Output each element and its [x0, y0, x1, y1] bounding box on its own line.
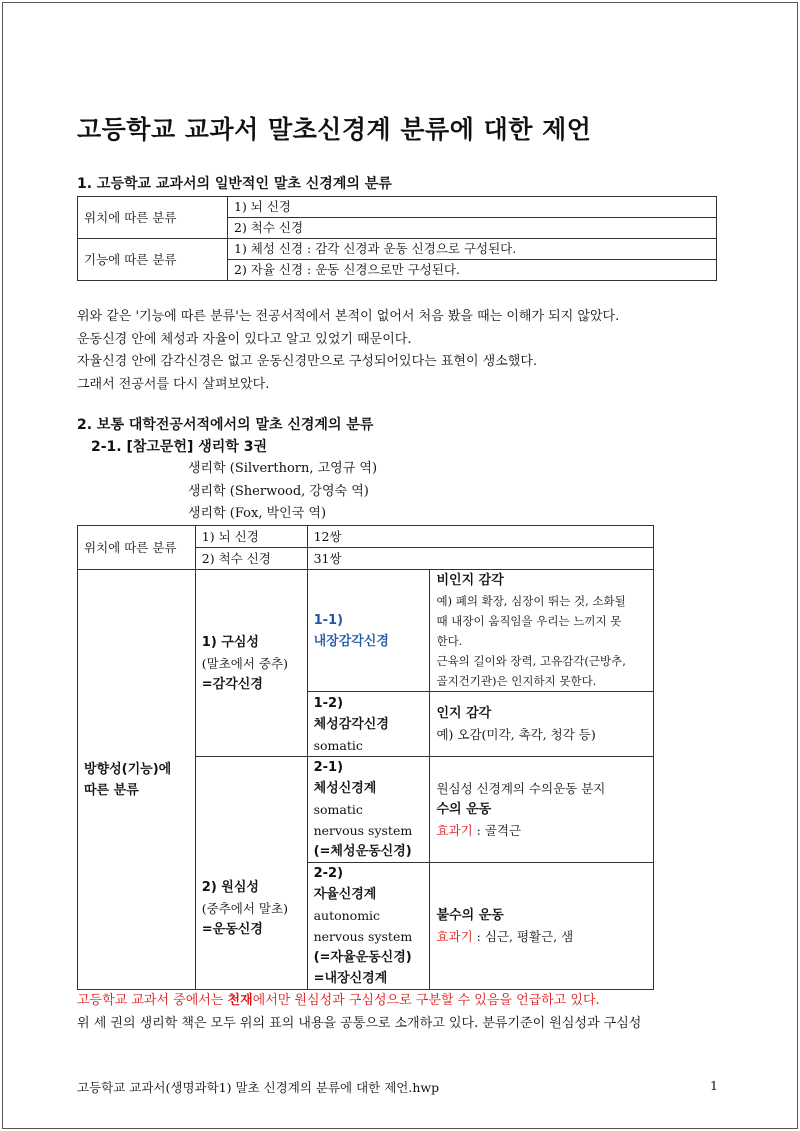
page-number: 1 — [710, 1078, 718, 1093]
t2-visceral-cell — [307, 570, 430, 692]
effector-value: : 골격근 — [472, 823, 522, 838]
voluntary-effector — [436, 820, 647, 841]
section1-heading: 1. 고등학교 교과서의 일반적인 말초 신경계의 분류 — [77, 176, 392, 192]
t2-autonomic-cell — [307, 863, 430, 990]
unconscious-line: 근육의 길이와 장력, 고유감각(근방추, — [436, 654, 626, 668]
t2-involuntary-cell — [430, 863, 654, 990]
somatic-sense-num: 1-2) — [313, 695, 344, 711]
closing-highlight: 천재 — [227, 993, 253, 1008]
footer-filename: 고등학교 교과서(생명과학1) 말초 신경계의 분류에 대한 제언.hwp — [77, 1080, 440, 1095]
conscious-desc: 예) 오감(미각, 촉각, 청각 등) — [436, 727, 596, 742]
autonomic-en: nervous system — [313, 929, 413, 944]
somatic-sense-name: 체성감각신경 — [313, 716, 389, 732]
section1-paragraph — [77, 306, 619, 396]
involuntary-effector — [436, 926, 647, 947]
closing-text: 에서만 원심성과 구심성으로 구분할 수 있음을 언급하고 있다. — [252, 993, 600, 1008]
somatic-ns-name: 체성신경계 — [313, 781, 377, 796]
t1-brain-nerve: 1) 뇌 신경 — [228, 197, 717, 218]
voluntary-pre: 원심성 신경계의 수의운동 분지 — [436, 781, 606, 796]
closing-line-1 — [77, 990, 641, 1013]
autonomic-eq: =내장신경계 — [313, 971, 388, 986]
t1-autonomic-nerve: 2) 자율 신경 : 운동 신경으로만 구성된다. — [228, 260, 717, 281]
paragraph-line: 그래서 전공서를 다시 살펴보았다. — [77, 376, 270, 392]
efferent-title: 2) 원심성 — [201, 879, 259, 895]
afferent-title: 1) 구심성 — [201, 634, 259, 650]
reference-list — [188, 458, 377, 526]
t1-function-label: 기능에 따른 분류 — [78, 239, 228, 281]
t2-somatic-ns-cell — [307, 757, 430, 863]
closing-line-2: 위 세 권의 생리학 책은 모두 위의 표의 내용을 공통으로 소개하고 있다. 분류기준이 원심성과 구심성 — [77, 1015, 642, 1031]
t1-spinal-nerve: 2) 척수 신경 — [228, 218, 717, 239]
reference-item: 생리학 (Sherwood, 강영숙 역) — [188, 483, 369, 499]
efferent-eq: =운동신경 — [201, 921, 263, 937]
paragraph-line: 운동신경 안에 체성과 자율이 있다고 알고 있었기 때문이다. — [77, 331, 412, 347]
unconscious-line: 골지건기관)은 인지하지 못한다. — [436, 674, 597, 688]
effector-value: : 심근, 평활근, 샘 — [472, 929, 574, 944]
t2-spinal-nerve: 2) 척수 신경 — [195, 548, 307, 570]
effector-label: 효과기 — [436, 929, 473, 944]
paragraph-line: 자율신경 안에 감각신경은 없고 운동신경만으로 구성되어있다는 표현이 생소했다. — [77, 354, 538, 369]
direction-label-line: 따른 분류 — [84, 782, 139, 798]
unconscious-line: 때 내장이 움직임을 우리는 느끼지 못 — [436, 614, 622, 628]
afferent-sub: (말초에서 중추) — [201, 655, 288, 671]
t2-voluntary-cell — [430, 757, 654, 863]
closing-paragraph — [77, 990, 641, 1035]
t2-brain-nerve: 1) 뇌 신경 — [195, 526, 307, 548]
efferent-sub: (중추에서 말초) — [201, 900, 288, 916]
t2-afferent-cell — [195, 570, 307, 757]
section2-subheading: 2-1. [참고문헌] 생리학 3권 — [91, 439, 267, 455]
autonomic-num: 2-2) — [313, 866, 344, 881]
visceral-name: 내장감각신경 — [313, 633, 389, 649]
reference-item: 생리학 (Fox, 박인국 역) — [188, 506, 327, 521]
t2-conscious-cell — [430, 692, 654, 757]
somatic-sense-en: somatic — [313, 737, 363, 753]
voluntary-title: 수의 운동 — [436, 802, 492, 817]
afferent-eq: =감각신경 — [201, 676, 263, 692]
somatic-ns-en: nervous system — [313, 823, 413, 838]
paragraph-line: 위와 같은 '기능에 따른 분류'는 전공서적에서 본적이 없어서 처음 봤을 때는 이해가 되지 않았다. — [77, 309, 620, 324]
unconscious-line: 한다. — [436, 634, 463, 648]
section2-table — [77, 525, 654, 990]
t2-brain-count: 12쌍 — [307, 526, 653, 548]
conscious-title: 인지 감각 — [436, 706, 492, 721]
t2-efferent-cell — [195, 757, 307, 990]
t1-position-label: 위치에 따른 분류 — [78, 197, 228, 239]
document-title: 고등학교 교과서 말초신경계 분류에 대한 제언 — [77, 115, 592, 144]
section2-heading: 2. 보통 대학전공서적에서의 말초 신경계의 분류 — [77, 417, 374, 433]
autonomic-name: 자율신경계 — [313, 887, 377, 902]
t2-unconscious-cell — [430, 570, 654, 692]
t2-direction-label — [78, 570, 196, 990]
unconscious-line: 예) 폐의 확장, 심장이 뛰는 것, 소화될 — [436, 594, 626, 608]
visceral-num: 1-1) — [313, 612, 344, 628]
t1-somatic-nerve: 1) 체성 신경 : 감각 신경과 운동 신경으로 구성된다. — [228, 239, 717, 260]
autonomic-eq: (=자율운동신경) — [313, 950, 412, 965]
effector-label: 효과기 — [436, 823, 473, 838]
autonomic-en: autonomic — [313, 908, 381, 923]
direction-label-line: 방향성(기능)에 — [84, 761, 172, 777]
section1-table — [77, 196, 717, 281]
somatic-ns-num: 2-1) — [313, 760, 344, 775]
reference-item: 생리학 (Silverthorn, 고영규 역) — [188, 461, 378, 476]
t2-position-label: 위치에 따른 분류 — [78, 526, 196, 570]
somatic-ns-en: somatic — [313, 802, 363, 817]
unconscious-title: 비인지 감각 — [436, 573, 504, 588]
somatic-ns-eq: (=체성운동신경) — [313, 844, 412, 859]
t2-spinal-count: 31쌍 — [307, 548, 653, 570]
involuntary-title: 불수의 운동 — [436, 908, 504, 923]
closing-text: 고등학교 교과서 중에서는 — [77, 993, 228, 1008]
t2-somatic-sense-cell — [307, 692, 430, 757]
